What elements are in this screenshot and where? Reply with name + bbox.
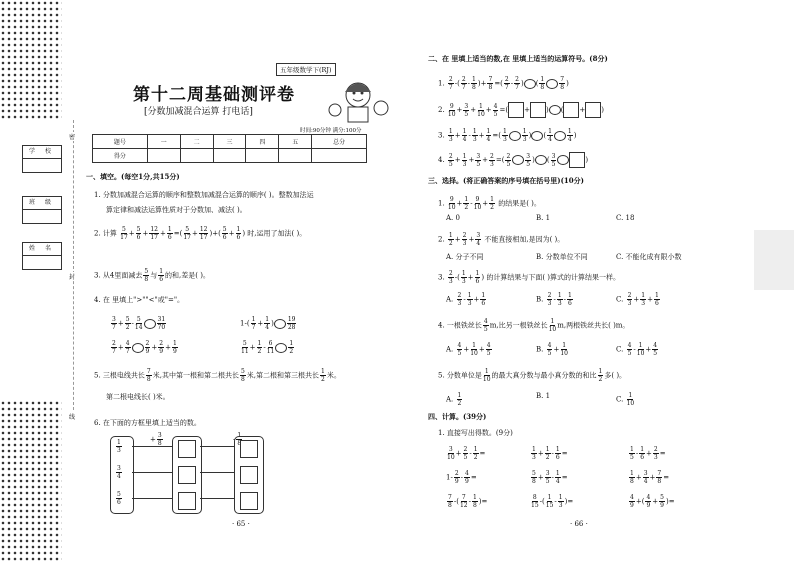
answer-box[interactable] [240,492,258,510]
calc-item: $\frac{7}{8}$ -( $\frac{7}{12}$ - $\frac{1}{8}$ )= [448,494,488,509]
score-table [92,134,367,163]
arrow [132,472,172,473]
choice-option[interactable]: B. $\frac{2}{3}$ - $\frac{1}{3}$ - $\frac{1}{6}$ [536,292,572,307]
fill-item: 4. $\frac{2}{5}$ + $\frac{1}{3}$ + $\frac{3}{5}$ + $\frac{2}{3}$ =( $\frac{2}{5}$ $\frac{3}{5}$ ) ( $\frac{3}{5}$ ) [438,152,589,168]
score-header-cell: 二 [180,135,213,149]
answer-circle[interactable] [535,155,547,165]
fraction-value: $\frac{5}{6}$ [117,491,121,506]
answer-circle[interactable] [549,105,561,115]
answer-box[interactable] [240,440,258,458]
compare-item: $\frac{5}{11}$ + $\frac{1}{2}$ - $\frac{6}{11}$ $\frac{1}{2}$ [241,340,294,355]
calc-item: $\frac{3}{10}$ + $\frac{2}{5}$ - $\frac{1}{2}$ = [447,446,486,461]
answer-circle[interactable] [132,343,144,353]
choice-option[interactable]: A. 分子不同 [446,253,484,261]
section-3-heading: 三、选择。(将正确答案的序号填在括号里)(10分) [428,176,584,185]
score-header-cell: 三 [213,135,246,149]
class-box[interactable]: 班 级 [22,196,62,224]
compare-item: $\frac{2}{7}$ + $\frac{4}{7}$ $\frac{2}{9}$ + $\frac{2}{9}$ + $\frac{1}{9}$ [112,340,177,355]
choice-option[interactable]: B. 1 [536,214,551,222]
fill-item: 2. $\frac{9}{10}$ + $\frac{3}{5}$ + $\frac{1}{10}$ + $\frac{4}{5}$ =( + ) ( + ) [438,102,605,118]
answer-box[interactable] [530,102,546,118]
calc-heading: 1. 直接写出得数。(9分) [438,429,513,437]
answer-box[interactable] [508,102,524,118]
answer-box[interactable] [178,440,196,458]
right-page [420,0,780,561]
dot-pattern-top [0,0,62,120]
score-header-cell: 五 [279,135,312,149]
fill-item: 3. $\frac{1}{3}$ + $\frac{1}{4}$ - $\frac{1}{3}$ + $\frac{1}{4}$ =( $\frac{1}{3}$ $\frac{1}{3}$ ) ( $\frac{1}{4}$ $\frac{1}{4}$ ) [438,128,577,143]
choice-option[interactable]: A. $\frac{1}{2}$ [446,392,462,407]
question-5-answer: 第二根电线长( )米。 [106,393,170,401]
score-cell[interactable] [279,149,312,163]
choice-option[interactable]: C. $\frac{1}{10}$ [616,392,635,407]
choice-option[interactable]: C. 18 [616,214,635,222]
fill-item: 1. $\frac{2}{7}$ -( $\frac{2}{7}$ - $\frac{1}{8}$ )+ $\frac{7}{8}$ =( $\frac{2}{7}$ - $\frac{2}{7}$ ) ( $\frac{1}{8}$ $\frac{7}{8}$ ) [438,76,569,91]
dot-pattern-bottom [0,400,62,561]
start-values-box [110,436,134,514]
answer-box[interactable] [563,102,579,118]
choice-option[interactable]: A. $\frac{4}{5}$ + $\frac{1}{10}$ + $\frac{4}{5}$ [446,342,491,357]
grade-tag: 五年级数学下(RJ) [276,63,336,76]
calc-item: 1- $\frac{2}{9}$ - $\frac{4}{9}$ = [446,470,477,485]
choice-2: 2. $\frac{1}{2}$ + $\frac{2}{3}$ + $\frac{3}{4}$ 不能直接相加,是因为( )。 [438,232,565,247]
calc-item: $\frac{1}{5}$ - $\frac{1}{6}$ + $\frac{2}{3}$ = [630,446,666,461]
question-3-text: 3. 从4里面减去 [94,271,143,280]
section-1-heading: 一、填空。(每空1分,共15分) [86,172,180,181]
middle-answer-box [172,436,202,514]
question-4: 4. 在 里填上">""<"或"="。 [94,296,185,304]
question-1-line2: 算定律和减法运算性质对于分数加、减法( )。 [106,206,247,214]
section-2-heading: 二、在 里填上适当的数,在 里填上适当的运算符号。(8分) [428,54,608,63]
arrow [200,498,234,499]
choice-option[interactable]: C. $\frac{4}{5}$ - $\frac{1}{10}$ + $\frac{4}{5}$ [616,342,658,357]
question-6: 6. 在下面的方框里填上适当的数。 [94,419,201,427]
fraction-value: $\frac{3}{4}$ [117,465,121,480]
choice-option[interactable]: C. 不能化成有限小数 [616,253,682,261]
question-5-text: 5. 三根电线共长 [94,371,145,380]
question-5-text: 米,第二根和第三根共长 [246,371,320,380]
answer-circle[interactable] [557,155,569,165]
score-header-cell: 总分 [312,135,367,149]
question-3-tail: 的和,差是( )。 [165,271,210,280]
arrow [132,498,172,499]
mascot-illustration [323,70,393,130]
time-info: 时间:90分钟 满分:100分 [300,128,362,134]
operation-label: + $\frac{3}{8}$ [150,432,162,447]
score-row-label: 得分 [93,149,148,163]
question-1-line1: 1. 分数加减混合运算的顺序和整数加减混合运算的顺序( )。整数加法运 [94,191,314,199]
operation-label: - $\frac{1}{8}$ [233,432,242,447]
score-header-cell: 题号 [93,135,148,149]
choice-option[interactable]: A. 0 [446,214,460,222]
score-cell[interactable] [213,149,246,163]
answer-circle[interactable] [275,343,287,353]
answer-circle[interactable] [546,79,558,89]
arrow [200,446,234,447]
page-subtitle: [分数加减混合运算 打电话] [144,107,253,117]
choice-option[interactable]: B. 1 [536,392,551,400]
final-answer-box [234,436,264,514]
scan-artifact [754,230,794,290]
calc-item: $\frac{1}{3}$ + $\frac{1}{2}$ - $\frac{1}{6}$ = [532,446,568,461]
arrow [200,472,234,473]
question-2-text: 2. 计算 [94,229,117,238]
choice-option[interactable]: A. $\frac{2}{3}$ - $\frac{1}{3}$ + $\frac{1}{6}$ [446,292,486,307]
choice-option[interactable]: B. $\frac{4}{5}$ + $\frac{1}{10}$ [536,342,568,357]
answer-circle[interactable] [512,155,524,165]
binding-mark: 封 [69,274,76,281]
score-cell[interactable] [180,149,213,163]
left-page [80,0,400,561]
name-box[interactable]: 姓 名 [22,242,62,270]
fraction-value: $\frac{1}{3}$ [117,439,121,454]
arrow [132,446,172,447]
answer-box[interactable] [178,492,196,510]
choice-5: 5. 分数单位是 $\frac{1}{10}$ 的最大真分数与最小真分数的和比 $\frac{1}{2}$ 多( )。 [438,368,627,383]
school-box[interactable]: 学 校 [22,145,62,173]
score-cell[interactable] [147,149,180,163]
question-5: 5. 三根电线共长 $\frac{7}{8}$ 米,其中第一根和第二根共长 $\frac{5}{8}$ 米,第二根和第三根共长 $\frac{1}{2}$ 米。 [94,368,341,383]
calc-item: $\frac{8}{15}$ -( $\frac{1}{15}$ - $\frac{1}{3}$ )= [531,494,574,509]
question-2-tail: 时,运用了加法( )。 [247,229,307,238]
choice-option[interactable]: B. 分数单位不同 [536,253,588,261]
compare-item: $\frac{3}{7}$ + $\frac{5}{2}$ - $\frac{5}{14}$ $\frac{31}{70}$ [112,316,166,331]
score-header-cell: 四 [246,135,279,149]
choice-option[interactable]: C. $\frac{2}{3}$ + $\frac{1}{3}$ + $\frac{1}{6}$ [616,292,659,307]
score-header-cell: 一 [147,135,180,149]
question-2: 2. 计算 $\frac{5}{17}$ + $\frac{5}{6}$ + $\frac{12}{17}$ + $\frac{1}{6}$ =( $\frac{5}{17}$ + $\frac{12}{17}$ )+( $\frac{5}{6}$ + $\frac{1}{6}$ ) 时,运用了加法( )。 [94,226,307,241]
calc-item: $\frac{4}{9}$ +( $\frac{4}{9}$ + $\frac{5}{9}$ )= [630,494,675,509]
answer-box[interactable] [585,102,601,118]
answer-circle[interactable] [144,319,156,329]
binding-mark: 线 [69,414,76,421]
section-4-heading: 四、计算。(39分) [428,412,487,421]
answer-circle[interactable] [531,131,543,141]
answer-box[interactable] [178,466,196,484]
score-cell[interactable] [246,149,279,163]
answer-circle[interactable] [274,319,286,329]
calc-item: $\frac{1}{8}$ + $\frac{3}{4}$ + $\frac{7}{8}$ = [630,470,670,485]
question-5-text: 米,其中第一根和第二根共长 [152,371,239,380]
page-number: · 66 · [570,520,588,528]
question-5-text: 米。 [326,371,341,380]
answer-circle[interactable] [509,131,521,141]
score-cell[interactable] [312,149,367,163]
page-number: · 65 · [232,520,250,528]
question-3: 3. 从4里面减去 $\frac{5}{8}$ 与 $\frac{1}{6}$ 的和,差是( )。 [94,268,210,283]
answer-circle[interactable] [524,79,536,89]
answer-box[interactable] [240,466,258,484]
binding-mark: 密 [69,134,76,141]
answer-box[interactable] [569,152,585,168]
binding-line [73,120,75,410]
compare-item: 1-( $\frac{1}{7}$ + $\frac{1}{4}$ ) $\frac{19}{28}$ [240,316,296,331]
choice-3: 3. $\frac{2}{3}$ -( $\frac{1}{3}$ + $\frac{1}{6}$ ) 的计算结果与下面( )算式的计算结果一样。 [438,270,621,285]
page-title: 第十二周基础测评卷 [133,85,295,105]
answer-circle[interactable] [554,131,566,141]
calc-item: $\frac{5}{8}$ + $\frac{3}{5}$ - $\frac{1}{4}$ = [532,470,568,485]
choice-4: 4. 一根铁丝长 $\frac{4}{5}$ m,比另一根铁丝长 $\frac{1}{10}$ m,两根铁丝共长( )m。 [438,318,630,333]
choice-1: 1. $\frac{9}{10}$ + $\frac{1}{2}$ - $\frac{9}{10}$ + $\frac{1}{2}$ 的结果是( )。 [438,196,541,211]
